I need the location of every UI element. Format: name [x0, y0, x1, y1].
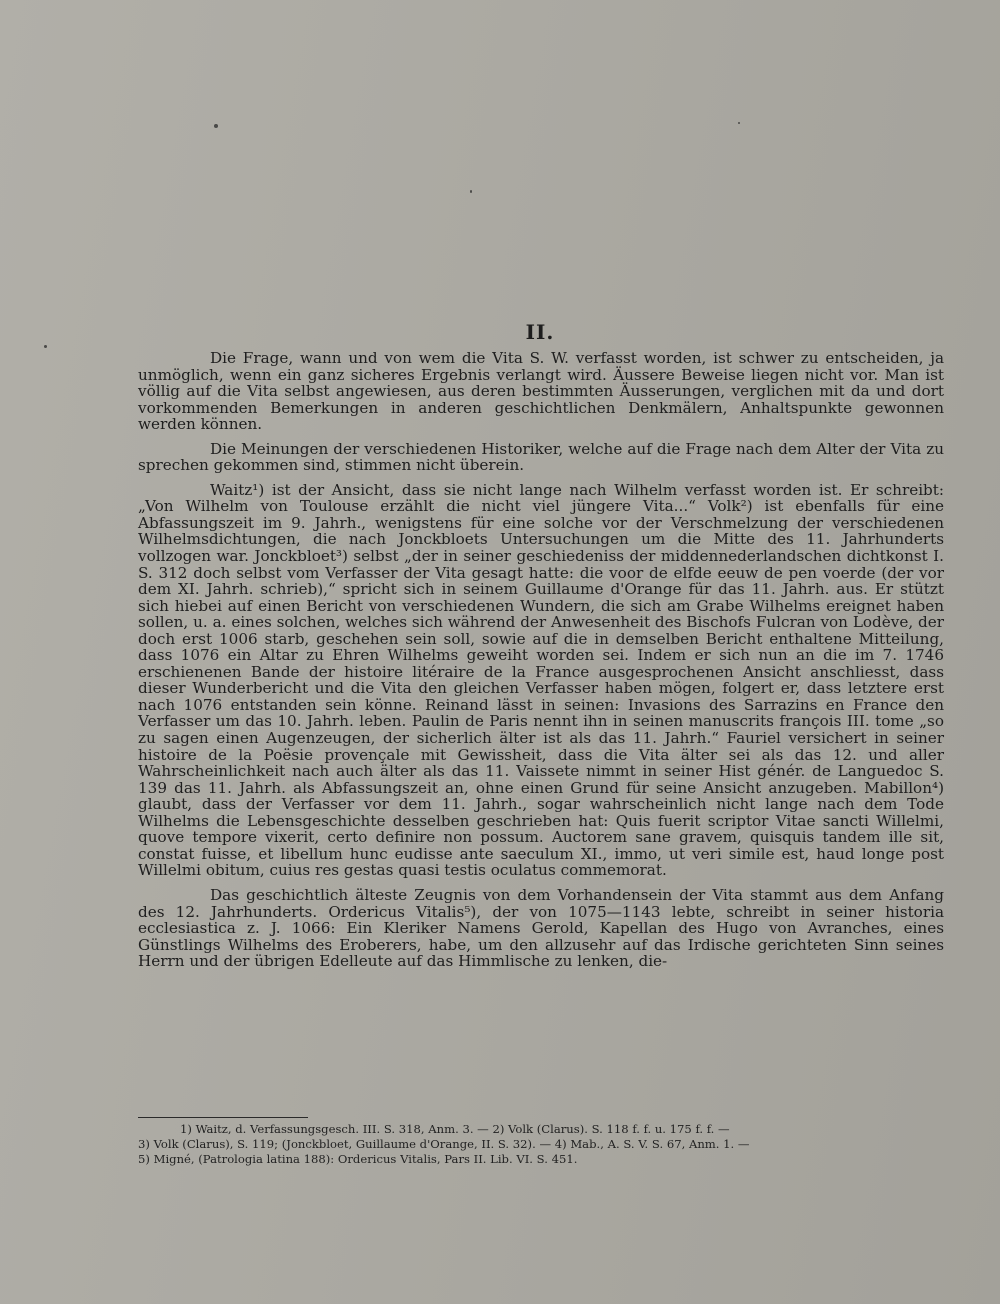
paragraph: Die Frage, wann und von wem die Vita S. W. verfasst worden, ist schwer zu entscheiden, ja unmöglich, wenn ein ganz sicheres Ergebnis verlangt wird. Äussere Beweise liegen nicht vor. Man ist völlig auf die Vita selbst angewiesen, aus deren bestimmten Äusserungen, verglichen mit da und dort vorkommenden Bemerkungen in anderen geschichtlichen Denkmälern, Anhaltspunkte gewonnen werden können.	[138, 349, 944, 434]
paper-speck	[44, 345, 47, 348]
chapter-heading: II.	[525, 320, 555, 344]
footnotes	[138, 1122, 944, 1167]
paragraph: Waitz¹) ist der Ansicht, dass sie nicht lange nach Wilhelm verfasst worden ist. Er schreibt: „Von Wilhelm von Toulouse erzählt die nicht viel jüngere Vita...“ Volk²) ist ebenfalls für eine Abfassungszeit im 9. Jahrh., wenigstens für eine solche vor der Verschmelzung der verschiedenen Wilhelmsdichtungen, die nach Jonckbloets Untersuchungen um die Mitte des 11. Jahrhunderts vollzogen war. Jonckbloet³) selbst „der in seiner geschiedeniss der middennederlandschen dichtkonst I. S. 312 doch selbst vom Verfasser der Vita gesagt hatte: die voor de elfde eeuw de pen voerde (der vor dem XI. Jahrh. schrieb),“ spricht sich in seinem Guillaume d'Orange für das 11. Jahrh. aus. Er stützt sich hiebei auf einen Bericht von verschiedenen Wundern, die sich am Grabe Wilhelms ereignet haben sollen, u. a. eines solchen, welches sich während der Anwesenheit des Bischofs Fulcran von Lodève, der doch erst 1006 starb, geschehen sein soll, sowie auf die in demselben Bericht enthaltene Mitteilung, dass 1076 ein Altar zu Ehren Wilhelms geweiht worden sei. Indem er sich nun an die im 7. 1746 erschienenen Bande der histoire litéraire de la France ausgesprochenen Ansicht anschliesst, dass dieser Wunderbericht und die Vita den gleichen Verfasser haben mögen, folgert er, dass letztere erst nach 1076 entstanden sein könne. Reinand lässt in seinen: Invasions des Sarrazins en France den Verfasser um das 10. Jahrh. leben. Paulin de Paris nennt ihn in seinen manuscrits françois III. tome „so zu sagen einen Augenzeugen, der sicherlich älter ist als das 11. Jahrh.“ Fauriel versichert in seiner histoire de la Poësie provençale mit Gewissheit, dass die Vita älter sei als das 12. und aller Wahrscheinlichkeit nach auch älter als das 11. Vaissete nimmt in seiner Hist génér. de Languedoc S. 139 das 11. Jahrh. als Abfassungszeit an, ohne einen Grund für seine Ansicht anzugeben. Mabillon⁴) glaubt, dass der Verfasser vor dem 11. Jahrh., sogar wahrscheinlich nicht lange nach dem Tode Wilhelms die Lebensgeschichte desselben geschrieben hat: Quis fuerit scriptor Vitae sancti Willelmi, quove tempore vixerit, certo definire non possum. Auctorem sane gravem, quisquis tandem ille sit, constat fuisse, et libellum hunc eudisse ante saeculum XI., immo, ut veri simile est, haud longe post Willelmi obitum, cuius res gestas quasi testis oculatus commemorat.	[138, 480, 944, 880]
paper-speck	[214, 124, 218, 128]
footnote-line: 3) Volk (Clarus), S. 119; (Jonckbloet, Guillaume d'Orange, II. S. 32). — 4) Mab., A. S. V. S. 67, Anm. 1. —	[138, 1137, 750, 1151]
footnote-divider	[138, 1117, 308, 1118]
footnote-line: 5) Migné, (Patrologia latina 188): Ordericus Vitalis, Pars II. Lib. VI. S. 451.	[138, 1152, 578, 1166]
main-text	[138, 350, 944, 972]
paper-speck	[470, 190, 472, 193]
paper-speck	[738, 122, 740, 124]
footnote-line: 1) Waitz, d. Verfassungsgesch. III. S. 318, Anm. 3. — 2) Volk (Clarus). S. 118 f. f. u. 175 f. f. —	[180, 1122, 730, 1136]
paragraph: Die Meinungen der verschiedenen Historiker, welche auf die Frage nach dem Alter der Vita zu sprechen gekommen sind, stimmen nicht überein.	[138, 439, 944, 475]
paragraph: Das geschichtlich älteste Zeugnis von dem Vorhandensein der Vita stammt aus dem Anfang des 12. Jahrhunderts. Ordericus Vitalis⁵), der von 1075—1143 lebte, schreibt in seiner historia ecclesiastica z. J. 1066: Ein Kleriker Namens Gerold, Kapellan des Hugo von Avranches, eines Günstlings Wilhelms des Eroberers, habe, um den allzusehr auf das Irdische gerichteten Sinn seines Herrn und der übrigen Edelleute auf das Himmlische zu lenken, die-	[138, 885, 944, 971]
